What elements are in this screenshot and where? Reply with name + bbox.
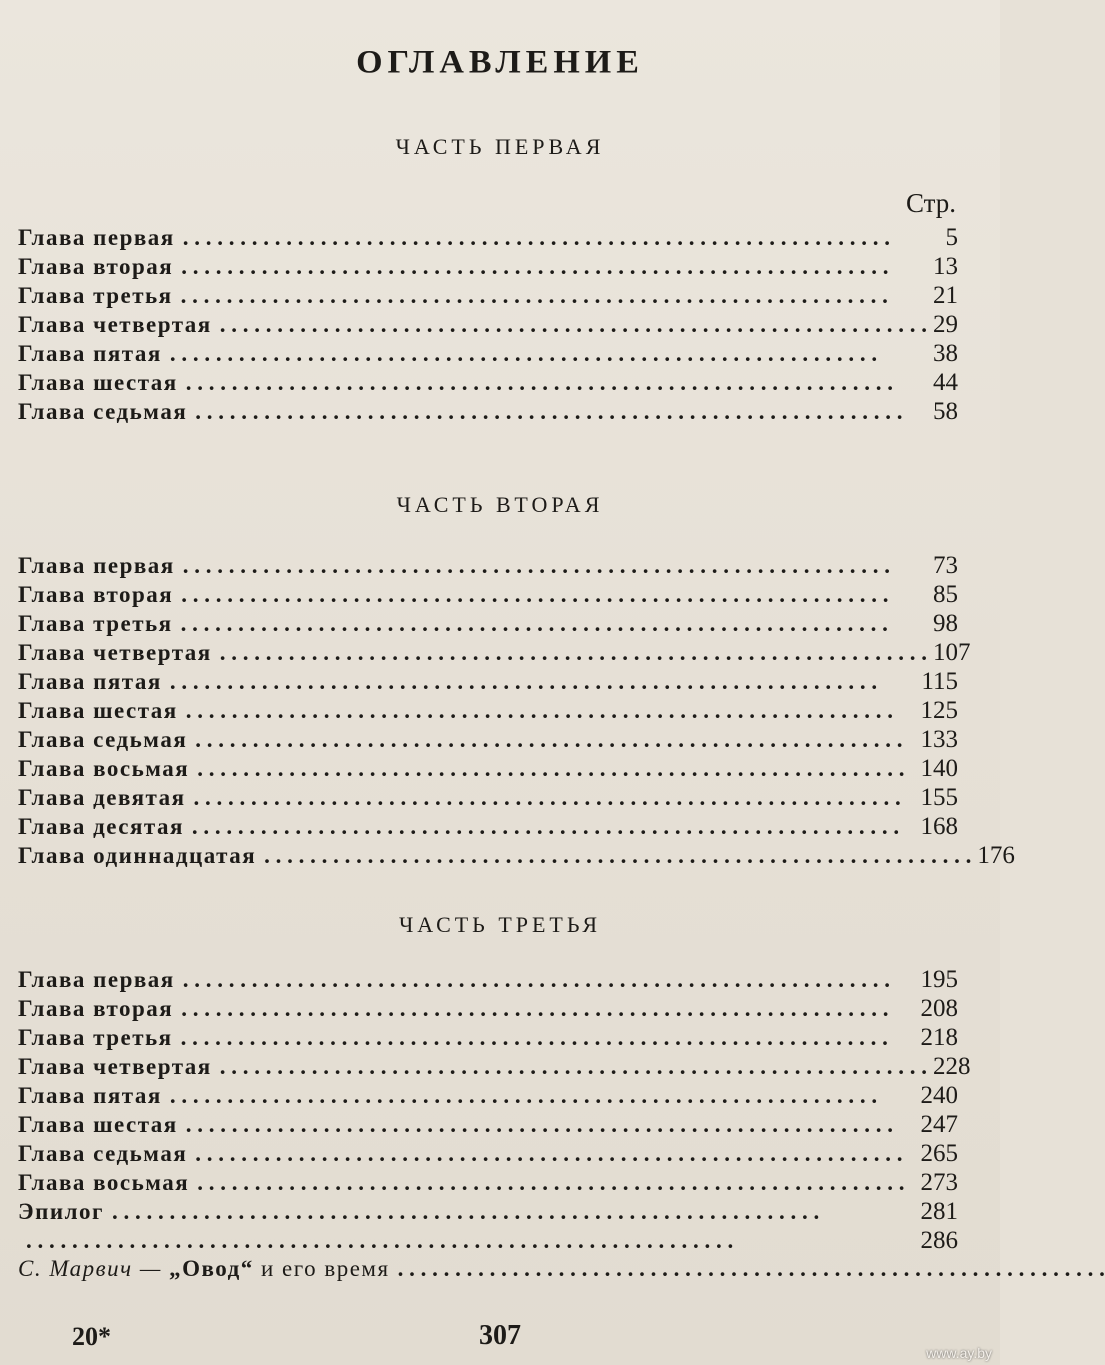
leader-dots: . . . . . . . . . . . . . . . . . . . . . . . . . . . . . . . . . . . . . . . . . . . . . . . . . . . . . . . . . . . . . . <box>195 1141 903 1166</box>
toc-entry-label: Глава вторая <box>18 254 174 279</box>
page-title: ОГЛАВЛЕНИЕ <box>356 44 644 81</box>
part-one-entries <box>18 224 958 427</box>
toc-entry <box>18 369 958 398</box>
toc-entry-page: 125 <box>920 697 958 724</box>
leader-dots: . . . . . . . . . . . . . . . . . . . . . . . . . . . . . . . . . . . . . . . . . . . . . . . . . . . . . . . . . . . . . . <box>111 1199 820 1224</box>
toc-entry-label: Эпилог <box>18 1199 104 1224</box>
afterword-dash: — <box>132 1256 170 1281</box>
toc-entry <box>18 1111 958 1140</box>
toc-entry-page: 265 <box>920 1140 958 1167</box>
toc-entry-label: Глава десятая <box>18 814 184 839</box>
toc-entry-label: Глава шестая <box>18 1112 178 1137</box>
part-two-entries <box>18 552 1015 871</box>
toc-entry <box>18 1198 958 1227</box>
leader-dots: . . . . . . . . . . . . . . . . . . . . . . . . . . . . . . . . . . . . . . . . . . . . . . . . . . . . . . . . . . . . . . <box>185 698 894 723</box>
toc-entry <box>18 1024 958 1053</box>
toc-entry <box>18 1053 971 1082</box>
afterword-author: С. Марвич <box>18 1256 133 1281</box>
leader-dots: . . . . . . . . . . . . . . . . . . . . . . . . . . . . . . . . . . . . . . . . . . . . . . . . . . . . . . . . . . . . . . <box>181 582 889 607</box>
toc-entry <box>18 1169 958 1198</box>
toc-entry-label: Глава восьмая <box>18 1170 190 1195</box>
leader-dots: . . . . . . . . . . . . . . . . . . . . . . . . . . . . . . . . . . . . . . . . . . . . . . . . . . . . . . . . . . . . . . <box>193 785 901 810</box>
toc-entry-page: 168 <box>920 813 958 840</box>
leader-dots: . . . . . . . . . . . . . . . . . . . . . . . . . . . . . . . . . . . . . . . . . . . . . . . . . . . . . . . . . . . . . . <box>180 1025 888 1050</box>
part-two-title: ЧАСТЬ ВТОРАЯ <box>396 492 604 517</box>
leader-dots: . . . . . . . . . . . . . . . . . . . . . . . . . . . . . . . . . . . . . . . . . . . . . . . . . . . . . . . . . . . . . . <box>195 727 903 752</box>
toc-entry <box>18 581 958 610</box>
toc-entry-label: Глава первая <box>18 967 175 992</box>
toc-entry-label: Глава пятая <box>18 669 162 694</box>
leader-dots: . . . . . . . . . . . . . . . . . . . . . . . . . . . . . . . . . . . . . . . . . . . . . . . . . . . . . . . . . . . . . . <box>169 1083 878 1108</box>
toc-entry-label: Глава третья <box>18 283 173 308</box>
toc-entry-label: Глава пятая <box>18 1083 162 1108</box>
toc-entry-page: 140 <box>920 755 958 782</box>
leader-dots: . . . . . . . . . . . . . . . . . . . . . . . . . . . . . . . . . . . . . . . . . . . . . . . . . . . . . . . . . . . . . . <box>185 1112 894 1137</box>
toc-entry-page: 44 <box>933 369 958 396</box>
leader-dots: . . . . . . . . . . . . . . . . . . . . . . . . . . . . . . . . . . . . . . . . . . . . . . . . . . . . . . . . . . . . . . <box>197 1170 905 1195</box>
watermark: www.ay.by <box>926 1345 992 1361</box>
toc-entry-page: 38 <box>933 340 958 367</box>
page-number: 307 <box>479 1320 521 1351</box>
toc-entry-label: Глава шестая <box>18 698 178 723</box>
toc-entry-label: Глава седьмая <box>18 1141 188 1166</box>
toc-entry <box>18 610 958 639</box>
toc-entry-page: 286 <box>920 1227 958 1254</box>
toc-entry <box>18 1140 958 1169</box>
toc-entry-page: 218 <box>920 1024 958 1051</box>
toc-entry-page: 73 <box>933 552 958 579</box>
leader-dots: . . . . . . . . . . . . . . . . . . . . . . . . . . . . . . . . . . . . . . . . . . . . . . . . . . . . . . . . . . . . . . <box>169 669 878 694</box>
toc-entry-label: Глава четвертая <box>18 640 212 665</box>
toc-entry <box>18 966 958 995</box>
leader-dots: . . . . . . . . . . . . . . . . . . . . . . . . . . . . . . . . . . . . . . . . . . . . . . . . . . . . . . . . . . . . . . <box>180 611 888 636</box>
toc-entry <box>18 253 958 282</box>
toc-entry-page: 176 <box>977 842 1015 869</box>
leader-dots: . . . . . . . . . . . . . . . . . . . . . . . . . . . . . . . . . . . . . . . . . . . . . . . . . . . . . . . . . . . . . . <box>182 553 890 578</box>
toc-entry-page: 115 <box>921 668 958 695</box>
leader-dots: . . . . . . . . . . . . . . . . . . . . . . . . . . . . . . . . . . . . . . . . . . . . . . . . . . . . . . . . . . . . . . <box>219 640 927 665</box>
toc-entry <box>18 784 958 813</box>
toc-entry-label: Глава восьмая <box>18 756 190 781</box>
toc-entry-page: 208 <box>920 995 958 1022</box>
leader-dots: . . . . . . . . . . . . . . . . . . . . . . . . . . . . . . . . . . . . . . . . . . . . . . . . . . . . . . . . . . . . . . <box>180 283 888 308</box>
toc-entry <box>18 398 958 427</box>
toc-entry <box>18 340 958 369</box>
toc-entry-page: 273 <box>920 1169 958 1196</box>
part-three-entries <box>18 966 1105 1285</box>
toc-entry <box>18 842 1015 871</box>
toc-entry <box>18 668 958 697</box>
leader-dots: . . . . . . . . . . . . . . . . . . . . . . . . . . . . . . . . . . . . . . . . . . . . . . . . . . . . . . . . . . . . . . <box>182 967 890 992</box>
toc-entry <box>18 995 958 1024</box>
toc-entry <box>18 1227 958 1256</box>
toc-entry-label: Глава шестая <box>18 370 178 395</box>
toc-entry-afterword <box>18 1256 1105 1285</box>
toc-entry-label: Глава первая <box>18 553 175 578</box>
toc-entry-label: Глава четвертая <box>18 1054 212 1079</box>
leader-dots: . . . . . . . . . . . . . . . . . . . . . . . . . . . . . . . . . . . . . . . . . . . . . . . . . . . . . . . . . . . . . . <box>197 756 905 781</box>
toc-entry-label: Глава четвертая <box>18 312 212 337</box>
afterword-rest: и его время <box>253 1256 390 1281</box>
toc-entry-page: 58 <box>933 398 958 425</box>
toc-entry-label: Глава вторая <box>18 996 174 1021</box>
leader-dots: . . . . . . . . . . . . . . . . . . . . . . . . . . . . . . . . . . . . . . . . . . . . . . . . . . . . . . . . . . . . . . <box>219 312 927 337</box>
page-column-label: Стр. <box>905 188 956 218</box>
toc-entry-label: Глава третья <box>18 611 173 636</box>
afterword-work: „Овод“ <box>169 1256 254 1281</box>
toc-entry-page: 281 <box>920 1198 958 1225</box>
signature-mark: 20* <box>72 1322 111 1351</box>
toc-entry-label: Глава третья <box>18 1025 173 1050</box>
toc-entry <box>18 552 958 581</box>
toc-entry-page: 195 <box>920 966 958 993</box>
toc-entry-page: 85 <box>933 581 958 608</box>
toc-entry-page: 98 <box>933 610 958 637</box>
toc-entry <box>18 1082 958 1111</box>
leader-dots: . . . . . . . . . . . . . . . . . . . . . . . . . . . . . . . . . . . . . . . . . . . . . . . . . . . . . . . . . . . . . . <box>182 225 890 250</box>
toc-entry <box>18 224 958 253</box>
toc-entry-label: Глава седьмая <box>18 399 188 424</box>
toc-entry <box>18 311 958 340</box>
toc-entry-page: 21 <box>933 282 958 309</box>
toc-entry-page: 133 <box>920 726 958 753</box>
toc-entry <box>18 697 958 726</box>
leader-dots: . . . . . . . . . . . . . . . . . . . . . . . . . . . . . . . . . . . . . . . . . . . . . . . . . . . . . . . . . . . . . . <box>195 399 903 424</box>
toc-entry-label: Глава первая <box>18 225 175 250</box>
toc-entry <box>18 755 958 784</box>
toc-entry-page: 228 <box>932 1053 971 1080</box>
leader-dots: . . . . . . . . . . . . . . . . . . . . . . . . . . . . . . . . . . . . . . . . . . . . . . . . . . . . . . . . . . . . . . <box>185 370 894 395</box>
leader-dots: . . . . . . . . . . . . . . . . . . . . . . . . . . . . . . . . . . . . . . . . . . . . . . . . . . . . . . . . . . . . . . <box>26 1228 734 1253</box>
afterword-label <box>18 1256 398 1282</box>
leader-dots: . . . . . . . . . . . . . . . . . . . . . . . . . . . . . . . . . . . . . . . . . . . . . . . . . . . . . . . . . . . . . . <box>169 341 878 366</box>
toc-entry-label: Глава седьмая <box>18 727 188 752</box>
toc-entry-page: 5 <box>945 224 958 251</box>
toc-entry <box>18 726 958 755</box>
leader-dots: . . . . . . . . . . . . . . . . . . . . . . . . . . . . . . . . . . . . . . . . . . . . . . . . . . . . . . . . . . . . . . <box>191 814 900 839</box>
toc-entry <box>18 282 958 311</box>
toc-entry-page: 155 <box>920 784 958 811</box>
toc-entry-label: Глава пятая <box>18 341 162 366</box>
leader-dots: . . . . . . . . . . . . . . . . . . . . . . . . . . . . . . . . . . . . . . . . . . . . . . . . . . . . . . . . . . . . . . <box>181 254 889 279</box>
leader-dots: . . . . . . . . . . . . . . . . . . . . . . . . . . . . . . . . . . . . . . . . . . . . . . . . . . . . . . . . . . . . . . <box>181 996 889 1021</box>
toc-entry-label: Глава одиннадцатая <box>18 843 257 868</box>
part-three-title: ЧАСТЬ ТРЕТЬЯ <box>398 912 602 937</box>
toc-entry-page: 107 <box>932 639 971 666</box>
part-one-title: ЧАСТЬ ПЕРВАЯ <box>395 134 605 159</box>
leader-dots: . . . . . . . . . . . . . . . . . . . . . . . . . . . . . . . . . . . . . . . . . . . . . . . . . . . . . . . . . . . . . . <box>397 1256 1105 1281</box>
toc-entry-label: Глава девятая <box>18 785 186 810</box>
toc-entry <box>18 639 971 668</box>
toc-entry-page: 13 <box>933 253 958 280</box>
toc-entry-page: 29 <box>933 311 958 338</box>
leader-dots: . . . . . . . . . . . . . . . . . . . . . . . . . . . . . . . . . . . . . . . . . . . . . . . . . . . . . . . . . . . . . . <box>264 843 972 868</box>
toc-entry-label: Глава вторая <box>18 582 174 607</box>
leader-dots: . . . . . . . . . . . . . . . . . . . . . . . . . . . . . . . . . . . . . . . . . . . . . . . . . . . . . . . . . . . . . . <box>219 1054 927 1079</box>
toc-entry-page: 247 <box>920 1111 958 1138</box>
toc-entry-page: 240 <box>920 1082 958 1109</box>
toc-entry <box>18 813 958 842</box>
